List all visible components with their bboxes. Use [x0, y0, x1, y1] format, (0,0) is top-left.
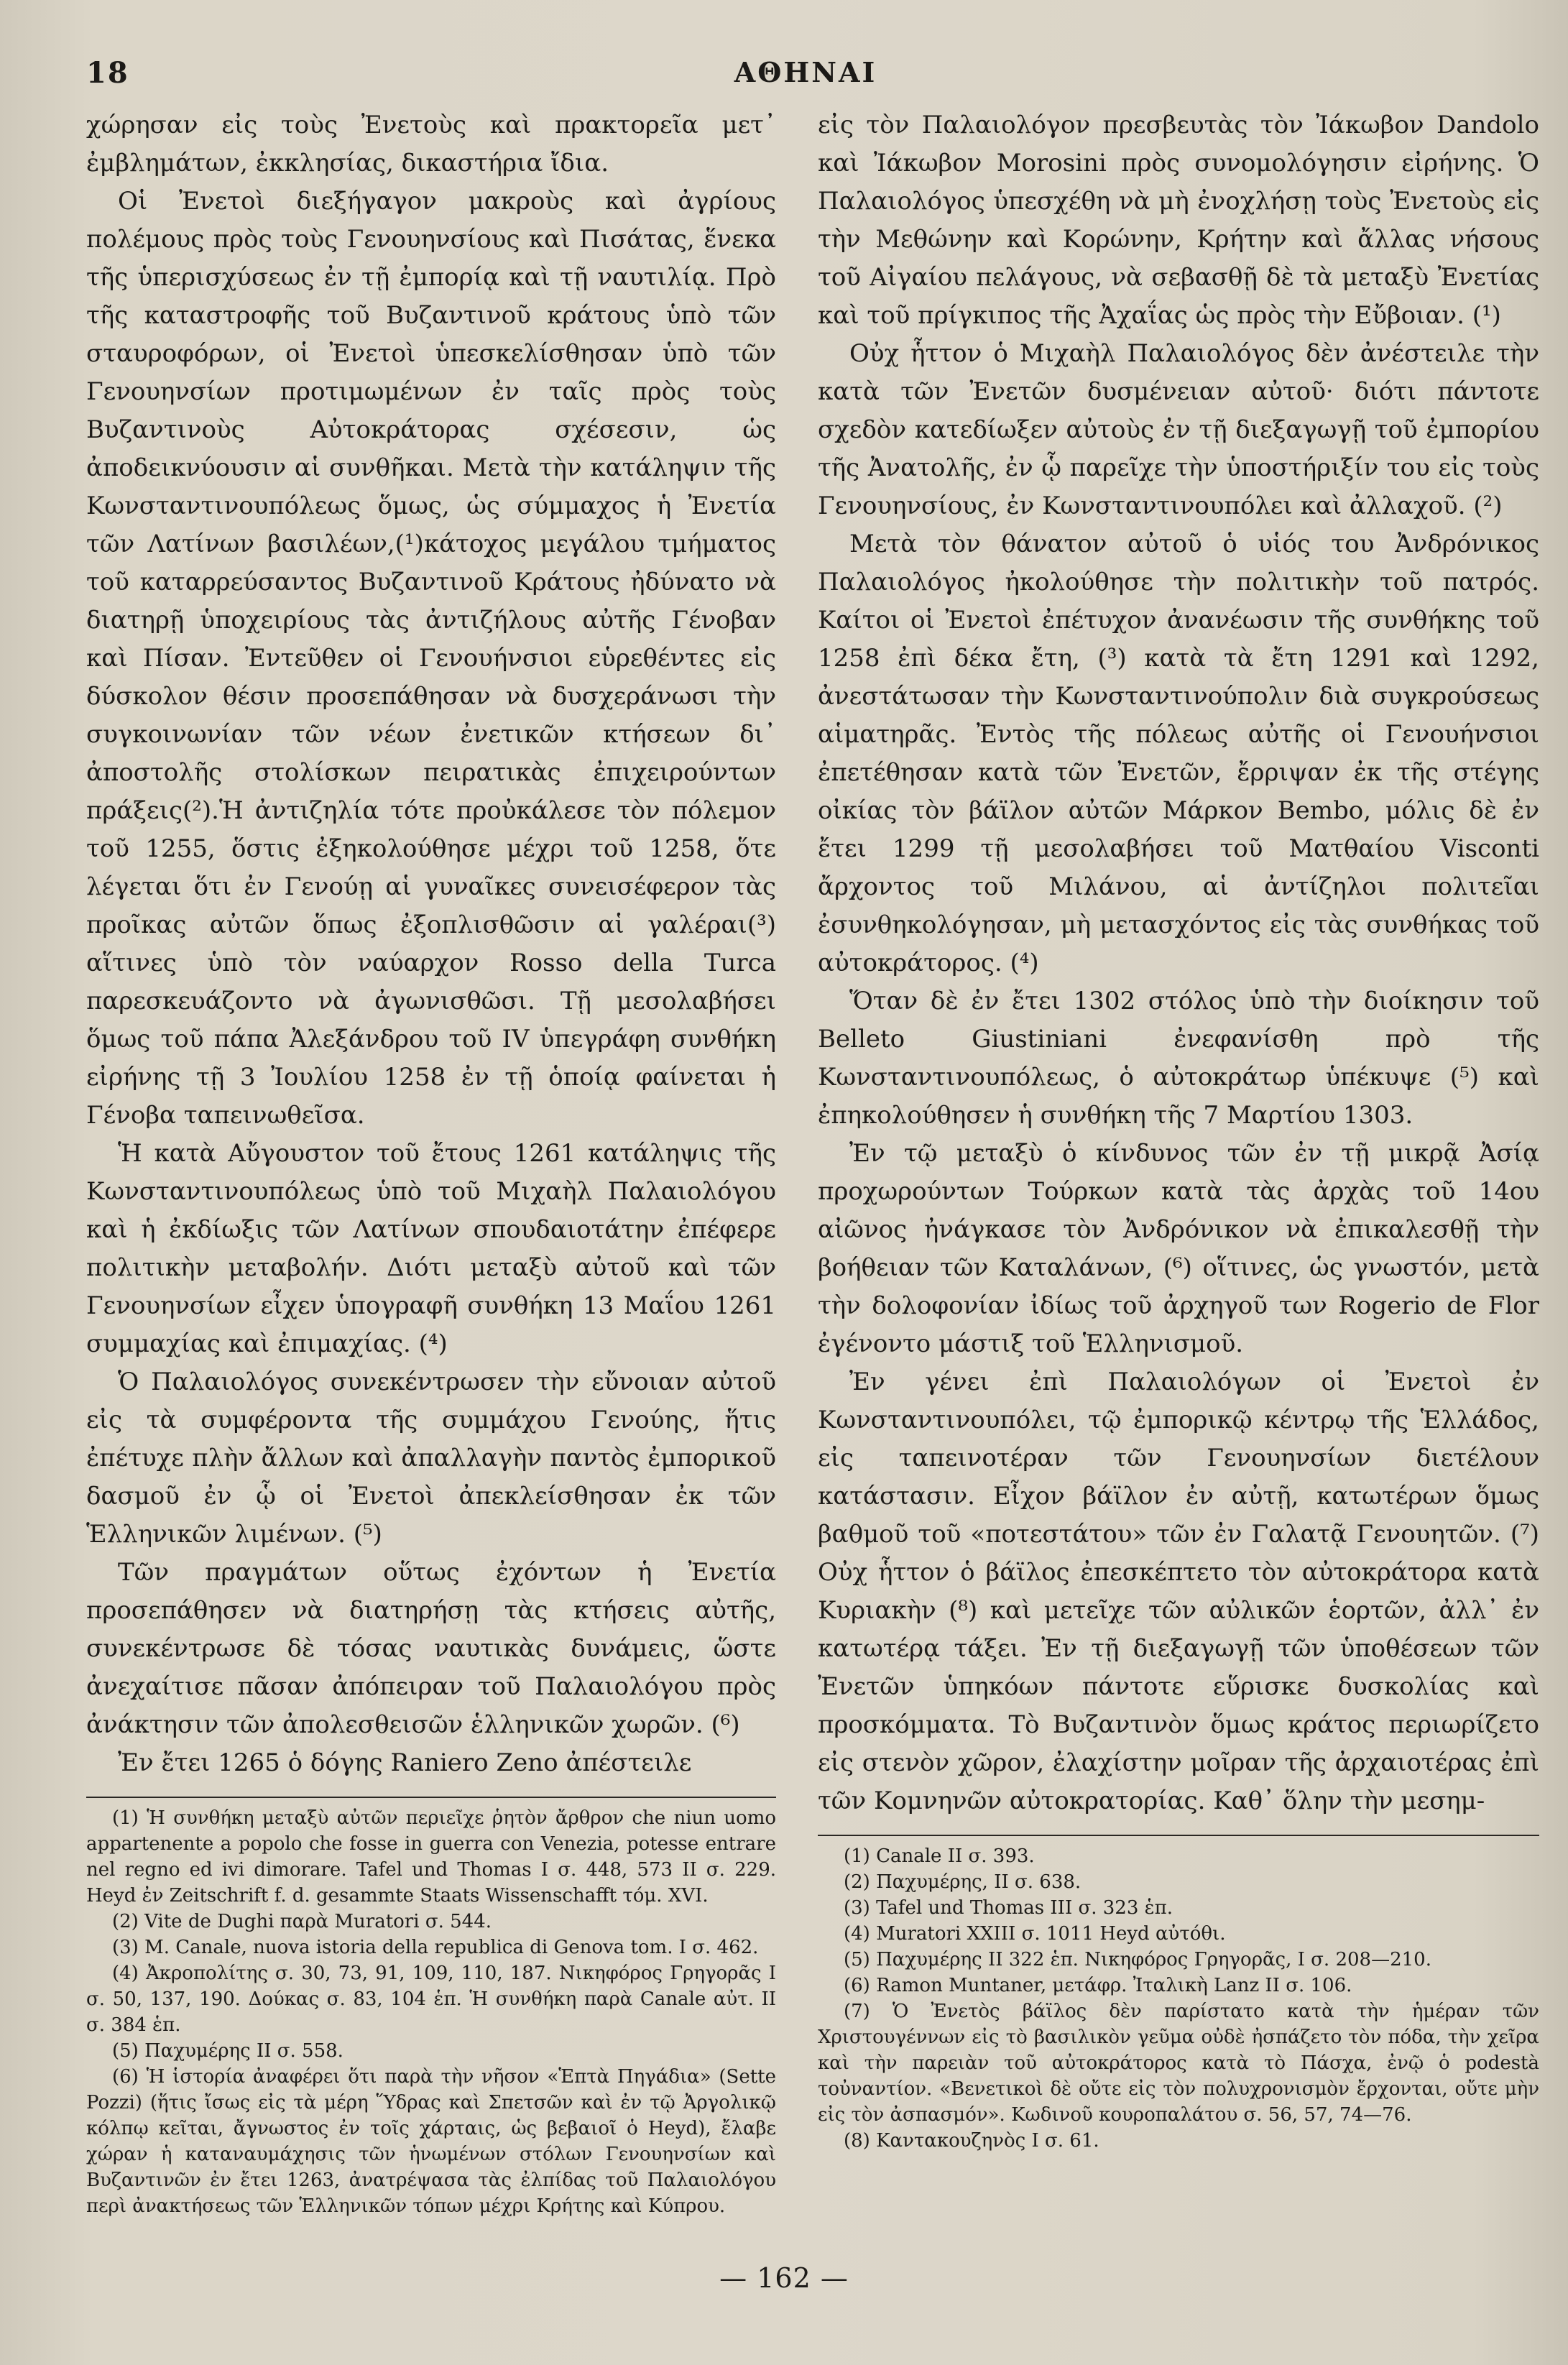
footnote: (2) Vite de Dughi παρὰ Muratori σ. 544.: [112, 1911, 492, 1932]
footnotes-right: [818, 1843, 1539, 2154]
footnote: (3) Tafel und Thomas III σ. 323 ἑπ.: [844, 1897, 1173, 1919]
footnote: (1) Canale II σ. 393.: [844, 1845, 1035, 1867]
footnote-divider: [818, 1835, 1539, 1836]
footnote: (5) Παχυμέρης II σ. 558.: [112, 2040, 343, 2062]
paragraph: χώρησαν εἰς τοὺς Ἐνετοὺς καὶ πρακτορεῖα μετ᾽ ἐμβλημάτων, ἐκκλησίας, δικαστήρια ἴδια.: [86, 111, 776, 178]
paragraph: Οἱ Ἐνετοὶ διεξήγαγον μακροὺς καὶ ἀγρίους πολέμους πρὸς τοὺς Γενουηνσίους καὶ Πισάτας, ἕνεκα τῆς ὑπερισχύσεως ἐν τῇ ἐμπορίᾳ καὶ τῇ ναυτιλίᾳ. Πρὸ τῆς καταστροφῆς τοῦ Βυζαντινοῦ κράτους ὑπὸ τῶν σταυροφόρων, οἱ Ἐνετοὶ ὑπεσκελίσθησαν ὑπὸ τῶν Γενουηνσίων προτιμωμένων ἐν ταῖς πρὸς τοὺς Βυζαντινοὺς Αὐτοκράτορας σχέσεσιν, ὡς ἀποδεικνύουσιν αἱ συνθῆκαι. Μετὰ τὴν κατάληψιν τῆς Κωνσταντινουπόλεως ὅμως, ὡς σύμμαχος ἡ Ἐνετία τῶν Λατίνων βασιλέων,(¹)κάτοχος μεγάλου τμήματος τοῦ καταρρεύσαντος Βυζαντινοῦ Κράτους ἠδύνατο νὰ διατηρῇ ὑποχειρίους τὰς ἀντιζήλους αὐτῆς Γένοβαν καὶ Πίσαν. Ἐντεῦθεν οἱ Γενουήνσιοι εὑρεθέντες εἰς δύσκολον θέσιν προσεπάθησαν νὰ δυσχεράνωσι τὴν συγκοινωνίαν τῶν νέων ἐνετικῶν κτήσεων δι᾽ ἀποστολῆς στολίσκων πειρατικὰς ἐπιχειρούντων πράξεις(²).Ἡ ἀντιζηλία τότε προὐκάλεσε τὸν πόλεμον τοῦ 1255, ὅστις ἐξηκολούθησε μέχρι τοῦ 1258, ὅτε λέγεται ὅτι ἐν Γενούῃ αἱ γυναῖκες συνεισέφερον τὰς προῖκας αὐτῶν ὅπως ἐξοπλισθῶσιν αἱ γαλέραι(³) αἵτινες ὑπὸ τὸν ναύαρχον Rosso della Turca παρεσκευάζοντο νὰ ἀγωνισθῶσι. Τῇ μεσολαβήσει ὅμως τοῦ πάπα Ἀλεξάνδρου τοῦ IV ὑπεγράφη συνθήκη εἰρήνης τῇ 3 Ἰουλίου 1258 ἐν τῇ ὁποίᾳ φαίνεται ἡ Γένοβα ταπεινωθεῖσα.: [86, 187, 776, 1130]
footnote: (4) Ἀκροπολίτης σ. 30, 73, 91, 109, 110, 187. Νικηφόρος Γρηγορᾶς I σ. 50, 137, 190. Δούκας σ. 83, 104 ἑπ. Ἡ συνθήκη παρὰ Canale αὐτ. II σ. 384 ἑπ.: [86, 1963, 776, 2036]
left-column: [86, 106, 776, 2219]
footnote: (6) Ramon Muntaner, μετάφρ. Ἰταλικὴ Lanz II σ. 106.: [844, 1975, 1352, 1996]
paragraph: Μετὰ τὸν θάνατον αὐτοῦ ὁ υἱός του Ἀνδρόνικος Παλαιολόγος ἠκολούθησε τὴν πολιτικὴν τοῦ πατρός. Καίτοι οἱ Ἐνετοὶ ἐπέτυχον ἀνανέωσιν τῆς συνθήκης τοῦ 1258 ἐπὶ δέκα ἔτη, (³) κατὰ τὰ ἔτη 1291 καὶ 1292, ἀνεστάτωσαν τὴν Κωνσταντινούπολιν διὰ συγκρούσεως αἱματηρᾶς. Ἐντὸς τῆς πόλεως αὐτῆς οἱ Γενουήνσιοι ἐπετέθησαν κατὰ τῶν Ἐνετῶν, ἔρριψαν ἐκ τῆς στέγης οἰκίας τὸν βάϊλον αὐτῶν Μάρκον Bembo, μόλις δὲ ἐν ἔτει 1299 τῇ μεσολαβήσει τοῦ Ματθαίου Visconti ἄρχοντος τοῦ Μιλάνου, αἱ ἀντίζηλοι πολιτεῖαι ἐσυνθηκολόγησαν, μὴ μετασχόντος εἰς τὰς συνθήκας τοῦ αὐτοκράτορος. (⁴): [818, 530, 1539, 977]
paragraph: εἰς τὸν Παλαιολόγον πρεσβευτὰς τὸν Ἰάκωβον Dandolo καὶ Ἰάκωβον Morosini πρὸς συνομολόγησιν εἰρήνης. Ὁ Παλαιολόγος ὑπεσχέθη νὰ μὴ ἐνοχλήσῃ τοὺς Ἐνετοὺς εἰς τὴν Μεθώνην καὶ Κορώνην, Κρήτην καὶ ἄλλας νήσους τοῦ Αἰγαίου πελάγους, νὰ σεβασθῇ δὲ τὰ μεταξὺ Ἐνετίας καὶ τοῦ πρίγκιπος τῆς Ἀχαΐας ὡς πρὸς τὴν Εὔβοιαν. (¹): [818, 111, 1539, 330]
page-number-bottom: — 162 —: [719, 2262, 849, 2294]
footnote: (5) Παχυμέρης II 322 ἑπ. Νικηφόρος Γρηγορᾶς, I σ. 208—210.: [844, 1949, 1431, 1970]
paragraph: Τῶν πραγμάτων οὕτως ἐχόντων ἡ Ἐνετία προσεπάθησεν νὰ διατηρήσῃ τὰς κτήσεις αὐτῆς, συνεκέντρωσε δὲ τόσας ναυτικὰς δυνάμεις, ὥστε ἀνεχαίτισε πᾶσαν ἀπόπειραν τοῦ Παλαιολόγου πρὸς ἀνάκτησιν τῶν ἀπολεσθεισῶν ἑλληνικῶν χωρῶν. (⁶): [86, 1558, 776, 1739]
paragraph: Ἡ κατὰ Αὔγουστον τοῦ ἔτους 1261 κατάληψις τῆς Κωνσταντινουπόλεως ὑπὸ τοῦ Μιχαὴλ Παλαιολόγου καὶ ἡ ἐκδίωξις τῶν Λατίνων σπουδαιοτάτην ἐπέφερε πολιτικὴν μεταβολήν. Διότι μεταξὺ αὐτοῦ καὶ τῶν Γενουηνσίων εἶχεν ὑπογραφῆ συνθήκη 13 Μαΐου 1261 συμμαχίας καὶ ἐπιμαχίας. (⁴): [86, 1139, 776, 1358]
footnotes-left: [86, 1805, 776, 2219]
paragraph: Ὅταν δὲ ἐν ἔτει 1302 στόλος ὑπὸ τὴν διοίκησιν τοῦ Belleto Giustiniani ἐνεφανίσθη πρὸ τῆς Κωνσταντινουπόλεως, ὁ αὐτοκράτωρ ὑπέκυψε (⁵) καὶ ἐπηκολούθησεν ἡ συνθήκη τῆς 7 Μαρτίου 1303.: [818, 987, 1539, 1130]
footnote: (7) Ὁ Ἐνετὸς βάϊλος δὲν παρίστατο κατὰ τὴν ἡμέραν τῶν Χριστουγέννων εἰς τὸ βασιλικὸν γεῦμα οὐδὲ ἠσπάζετο τὸν πόδα, τὴν χεῖρα καὶ τὴν παρειὰν τοῦ αὐτοκράτορος κατὰ τὸ Πάσχα, ἐνῷ ὁ podestà τοὐναντίον. «Βενετικοὶ δὲ οὔτε εἰς τὸν πολυχρονισμὸν ἔρχονται, οὔτε μὴν εἰς τὸν ἀσπασμόν». Κωδινοῦ κουροπαλάτου σ. 56, 57, 74—76.: [818, 2001, 1539, 2126]
paragraph: Ἐν γένει ἐπὶ Παλαιολόγων οἱ Ἐνετοὶ ἐν Κωνσταντινουπόλει, τῷ ἐμπορικῷ κέντρῳ τῆς Ἑλλάδος, εἰς ταπεινοτέραν τῶν Γενουηνσίων διετέλουν κατάστασιν. Εἶχον βάϊλον ἐν αὐτῇ, κατωτέρων ὅμως βαθμοῦ τοῦ «ποτεστάτου» τῶν ἐν Γαλατᾷ Γενουητῶν. (⁷) Οὐχ ἧττον ὁ βάϊλος ἐπεσκέπτετο τὸν αὐτοκράτορα κατὰ Κυριακὴν (⁸) καὶ μετεῖχε τῶν αὐλικῶν ἑορτῶν, ἀλλ᾽ ἐν κατωτέρᾳ τάξει. Ἐν τῇ διεξαγωγῇ τῶν ὑποθέσεων τῶν Ἐνετῶν ὑπηκόων πάντοτε εὕρισκε δυσκολίας καὶ προσκόμματα. Τὸ Βυζαντινὸν ὅμως κράτος περιωρίζετο εἰς στενὸν χῶρον, ἐλαχίστην μοῖραν τῆς ἀρχαιοτέρας ἐπὶ τῶν Κομνηνῶν αὐτοκρατορίας. Καθ᾽ ὅλην τὴν μεσημ-: [818, 1368, 1539, 1815]
footnote: (4) Muratori XXIII σ. 1011 Heyd αὐτόθι.: [844, 1923, 1226, 1945]
footnote: (2) Παχυμέρης, II σ. 638.: [844, 1871, 1082, 1893]
footnote-divider: [86, 1797, 776, 1798]
footnote: (6) Ἡ ἱστορία ἀναφέρει ὅτι παρὰ τὴν νῆσον «Ἑπτὰ Πηγάδια» (Sette Pozzi) (ἥτις ἴσως εἰς τὰ μέρη Ὕδρας καὶ Σπετσῶν καὶ ἐν τῷ Ἀργολικῷ κόλπῳ κεῖται, ἄγνωστος ἐν τοῖς χάρταις, ὡς βεβαιοῖ ὁ Heyd), ἔλαβε χώραν ἡ καταναυμάχησις τῶν ἡνωμένων στόλων Γενουηνσίων καὶ Βυζαντινῶν ἐν ἔτει 1263, ἀνατρέψασα τὰς ἐλπίδας τοῦ Παλαιολόγου περὶ ἀνακτήσεως τῶν Ἑλληνικῶν τόπων μέχρι Κρήτης καὶ Κύπρου.: [86, 2066, 776, 2217]
running-title: ΑΘΗΝΑΙ: [734, 56, 877, 88]
footnote: (1) Ἡ συνθήκη μεταξὺ αὐτῶν περιεῖχε ῥητὸν ἄρθρον che niun uomo appartenente a popolo che fosse in guerra con Venezia, potesse entrare nel regno ed ivi dimorare. Tafel und Thomas I σ. 448, 573 II σ. 229. Heyd ἐν Zeitschrift f. d. gesammte Staats Wissenschafft τόμ. XVI.: [86, 1807, 776, 1907]
right-column: [818, 106, 1539, 2154]
page-header: [86, 56, 1525, 99]
footnote: (8) Καντακουζηνὸς I σ. 61.: [844, 2130, 1099, 2152]
footnote: (3) M. Canale, nuova istoria della republica di Genova tom. I σ. 462.: [112, 1937, 759, 1958]
paragraph: Ἐν ἔτει 1265 ὁ δόγης Raniero Zeno ἀπέστειλε: [118, 1748, 692, 1777]
paragraph: Ἐν τῷ μεταξὺ ὁ κίνδυνος τῶν ἐν τῇ μικρᾷ Ἀσίᾳ προχωρούντων Τούρκων κατὰ τὰς ἀρχὰς τοῦ 14ου αἰῶνος ἠνάγκασε τὸν Ἀνδρόνικον νὰ ἐπικαλεσθῇ τὴν βοήθειαν τῶν Καταλάνων, (⁶) οἵτινες, ὡς γνωστόν, μετὰ τὴν δολοφονίαν ἰδίως τοῦ ἀρχηγοῦ των Rogerio de Flor ἐγένοντο μάστιξ τοῦ Ἑλληνισμοῦ.: [818, 1139, 1539, 1358]
page-number-top: 18: [86, 56, 129, 90]
paragraph: Ὁ Παλαιολόγος συνεκέντρωσεν τὴν εὔνοιαν αὐτοῦ εἰς τὰ συμφέροντα τῆς συμμάχου Γενούης, ἥτις ἐπέτυχε πλὴν ἄλλων καὶ ἀπαλλαγὴν παντὸς ἐμπορικοῦ δασμοῦ ἐν ᾧ οἱ Ἐνετοὶ ἀπεκλείσθησαν ἐκ τῶν Ἑλληνικῶν λιμένων. (⁵): [86, 1368, 776, 1549]
paragraph: Οὐχ ἧττον ὁ Μιχαὴλ Παλαιολόγος δὲν ἀνέστειλε τὴν κατὰ τῶν Ἐνετῶν δυσμένειαν αὐτοῦ· διότι πάντοτε σχεδὸν κατεδίωξεν αὐτοὺς ἐν τῇ διεξαγωγῇ τοῦ ἐμπορίου τῆς Ἀνατολῆς, ἐν ᾧ παρεῖχε τὴν ὑποστήριξίν του εἰς τοὺς Γενουηνσίους, ἐν Κωνσταντινουπόλει καὶ ἀλλαχοῦ. (²): [818, 339, 1539, 520]
